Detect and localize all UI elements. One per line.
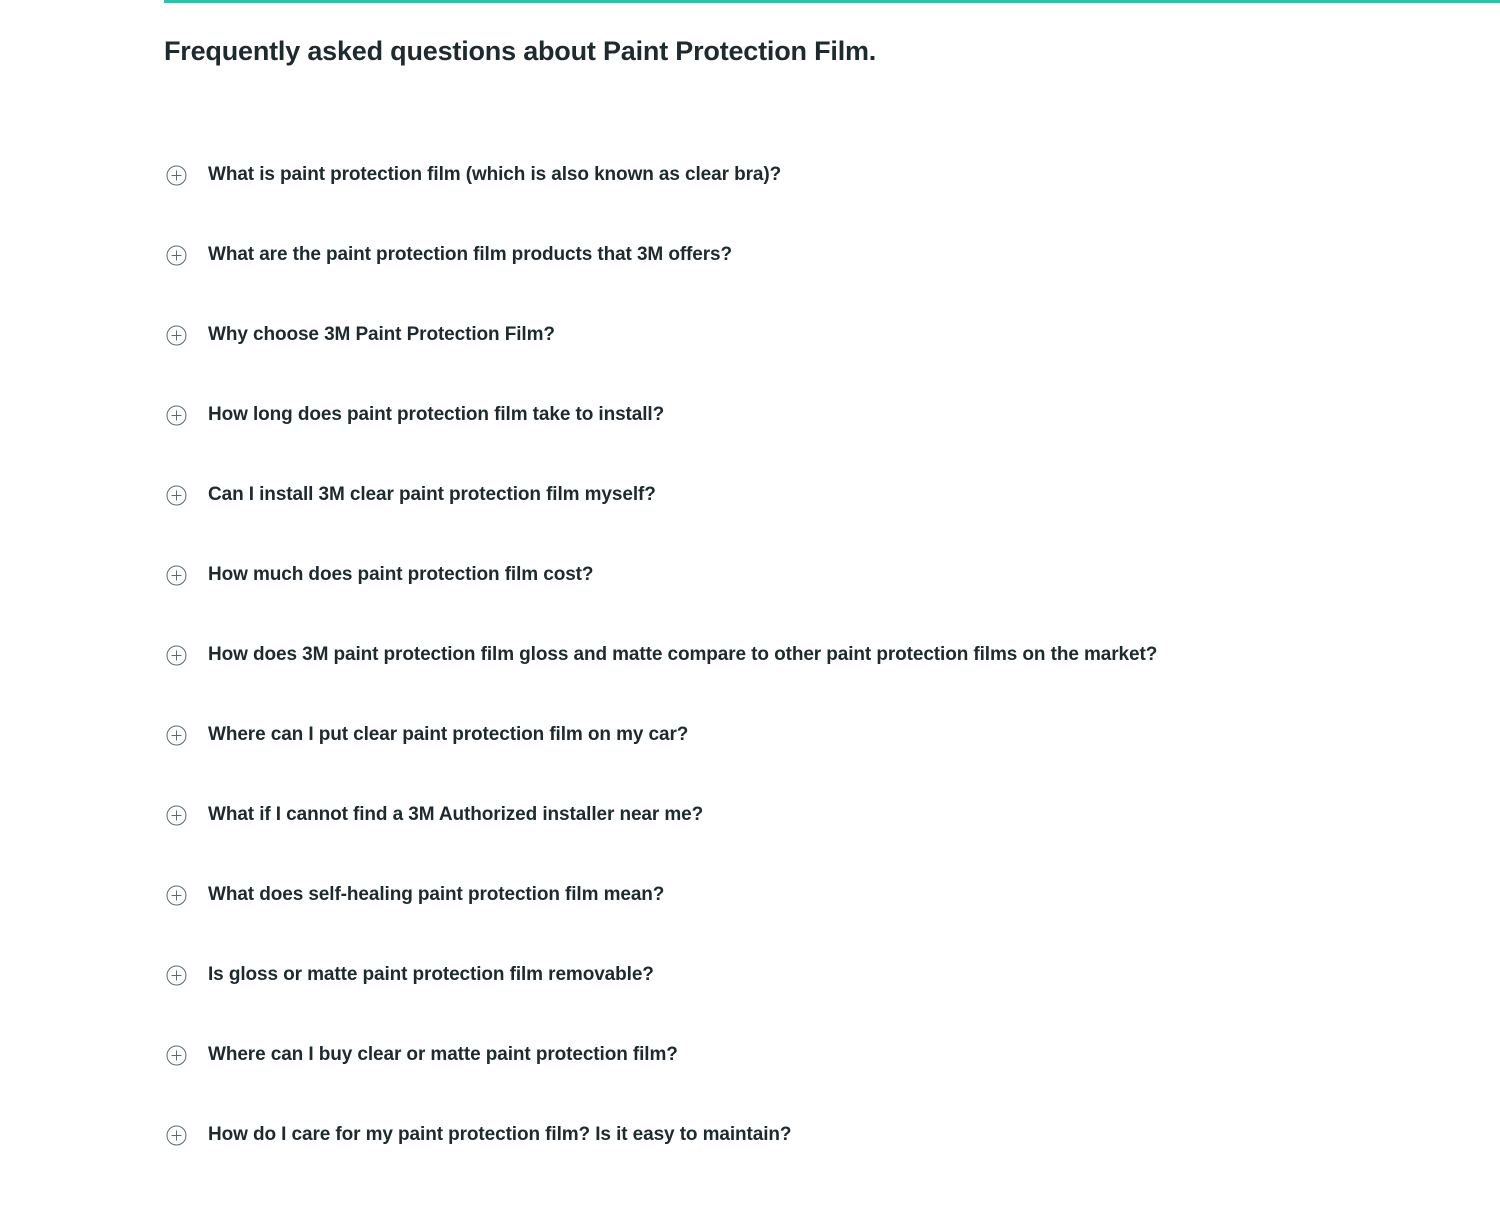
faq-item[interactable] <box>166 877 1500 913</box>
plus-circle-icon[interactable] <box>166 485 187 506</box>
plus-circle-icon[interactable] <box>166 965 187 986</box>
faq-question-label: How long does paint protection film take to install? <box>208 404 665 426</box>
faq-item[interactable] <box>166 1117 1500 1153</box>
plus-circle-icon[interactable] <box>166 885 187 906</box>
faq-item[interactable] <box>166 237 1500 273</box>
page-title: Frequently asked questions about Paint Protection Film. <box>164 36 877 66</box>
plus-circle-icon[interactable] <box>166 245 187 266</box>
plus-circle-icon[interactable] <box>166 565 187 586</box>
faq-item[interactable] <box>166 1037 1500 1073</box>
faq-question-label: How do I care for my paint protection film? Is it easy to maintain? <box>208 1124 792 1146</box>
faq-item[interactable] <box>166 397 1500 433</box>
plus-circle-icon[interactable] <box>166 725 187 746</box>
faq-item[interactable] <box>166 477 1500 513</box>
faq-item[interactable] <box>166 797 1500 833</box>
faq-question-label: What is paint protection film (which is also known as clear bra)? <box>208 164 782 186</box>
faq-question-label: Can I install 3M clear paint protection film myself? <box>208 484 656 506</box>
plus-circle-icon[interactable] <box>166 805 187 826</box>
faq-item[interactable] <box>166 317 1500 353</box>
faq-question-label: How does 3M paint protection film gloss and matte compare to other paint protection films on the market? <box>208 644 1158 666</box>
plus-circle-icon[interactable] <box>166 1045 187 1066</box>
plus-circle-icon[interactable] <box>166 165 187 186</box>
plus-circle-icon[interactable] <box>166 325 187 346</box>
faq-question-label: Where can I put clear paint protection film on my car? <box>208 724 689 746</box>
plus-circle-icon[interactable] <box>166 645 187 666</box>
faq-question-label: Is gloss or matte paint protection film removable? <box>208 964 654 986</box>
faq-item[interactable] <box>166 557 1500 593</box>
faq-item[interactable] <box>166 957 1500 993</box>
faq-item[interactable] <box>166 637 1500 673</box>
faq-question-label: What are the paint protection film products that 3M offers? <box>208 244 733 266</box>
faq-question-label: Why choose 3M Paint Protection Film? <box>208 324 555 346</box>
faq-question-label: What does self-healing paint protection film mean? <box>208 884 665 906</box>
plus-circle-icon[interactable] <box>166 405 187 426</box>
faq-item[interactable] <box>166 717 1500 753</box>
faq-question-label: Where can I buy clear or matte paint protection film? <box>208 1044 678 1066</box>
faq-item[interactable] <box>166 157 1500 193</box>
faq-question-label: What if I cannot find a 3M Authorized installer near me? <box>208 804 704 826</box>
faq-question-label: How much does paint protection film cost? <box>208 564 594 586</box>
plus-circle-icon[interactable] <box>166 1125 187 1146</box>
faq-list <box>0 157 1500 1153</box>
